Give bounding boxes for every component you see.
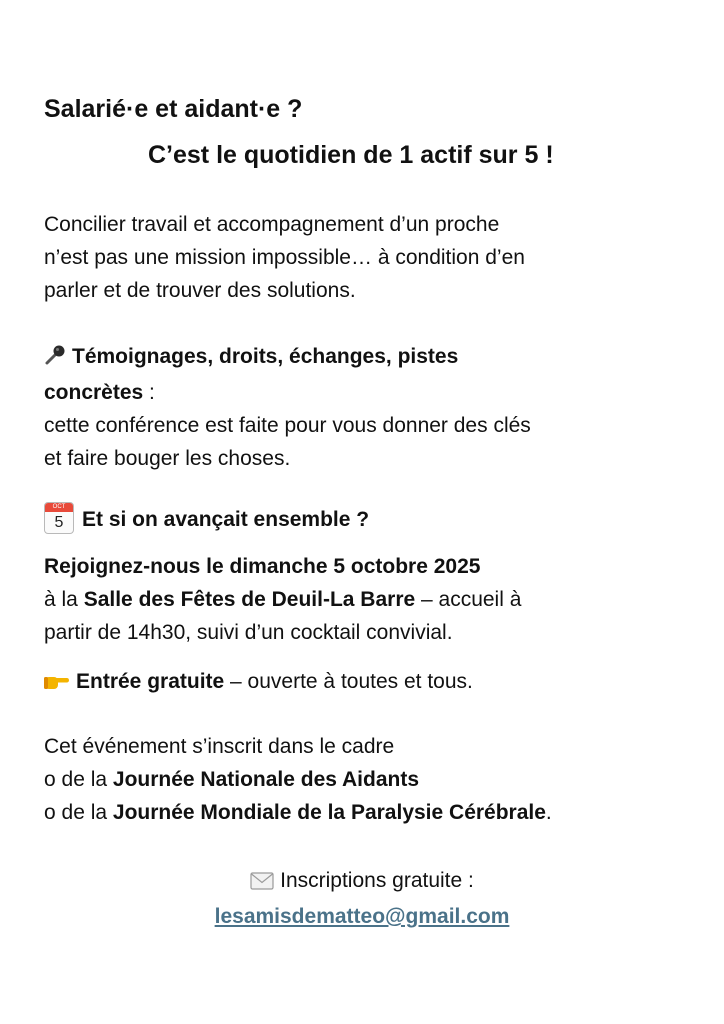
conference-bold-line-1: Témoignages, droits, échanges, pistes [72, 345, 459, 368]
venue-prefix: à la [44, 588, 84, 611]
framework-item: o de la Journée Nationale des Aidants [44, 768, 420, 791]
pointing-hand-icon [44, 668, 70, 701]
framework-item-bold: Journée Mondiale de la Paralysie Cérébrale [112, 801, 546, 824]
calendar-month: OCT [45, 503, 73, 512]
together-heading-row [44, 502, 684, 536]
entry-bold: Entrée gratuite [76, 670, 225, 693]
entry-rest: – ouverte à toutes et tous. [224, 670, 473, 693]
event-time: partir de 14h30, suivi d’un cocktail convivial. [44, 621, 453, 644]
framework-item: o de la Journée Mondiale de la Paralysie Cérébrale. [44, 801, 552, 824]
signup-block [0, 864, 724, 933]
conference-paragraph [44, 340, 684, 475]
entry-row [44, 665, 684, 701]
intro-paragraph [44, 208, 684, 307]
venue-suffix: – accueil à [415, 588, 522, 611]
conference-bold-line-2: concrètes [44, 381, 144, 404]
signup-label: Inscriptions gratuite : [280, 869, 474, 892]
email-link[interactable]: lesamisdematteo@gmail.com [214, 905, 510, 928]
intro-line: Concilier travail et accompagnement d’un proche [44, 213, 500, 236]
calendar-icon [44, 502, 74, 534]
title-line-1: Salarié·e et aidant·e ? [44, 95, 303, 123]
calendar-day: 5 [54, 514, 64, 531]
conference-line: cette conférence est faite pour vous donner des clés [44, 414, 531, 437]
framework-paragraph [44, 730, 684, 829]
intro-line: n’est pas une mission impossible… à condition d’en [44, 246, 525, 269]
conference-line: et faire bouger les choses. [44, 447, 291, 470]
microphone-icon [44, 343, 66, 376]
event-date: Rejoignez-nous le dimanche 5 octobre 2025 [44, 555, 481, 578]
event-details [44, 550, 684, 649]
envelope-icon [250, 867, 274, 900]
framework-item-bold: Journée Nationale des Aidants [112, 768, 420, 791]
framework-intro: Cet événement s’inscrit dans le cadre [44, 735, 395, 758]
intro-line: parler et de trouver des solutions. [44, 279, 356, 302]
together-heading: Et si on avançait ensemble ? [82, 508, 370, 531]
venue-name: Salle des Fêtes de Deuil-La Barre [83, 588, 416, 611]
conference-colon: : [143, 381, 155, 404]
title-line-2: C’est le quotidien de 1 actif sur 5 ! [148, 141, 554, 169]
